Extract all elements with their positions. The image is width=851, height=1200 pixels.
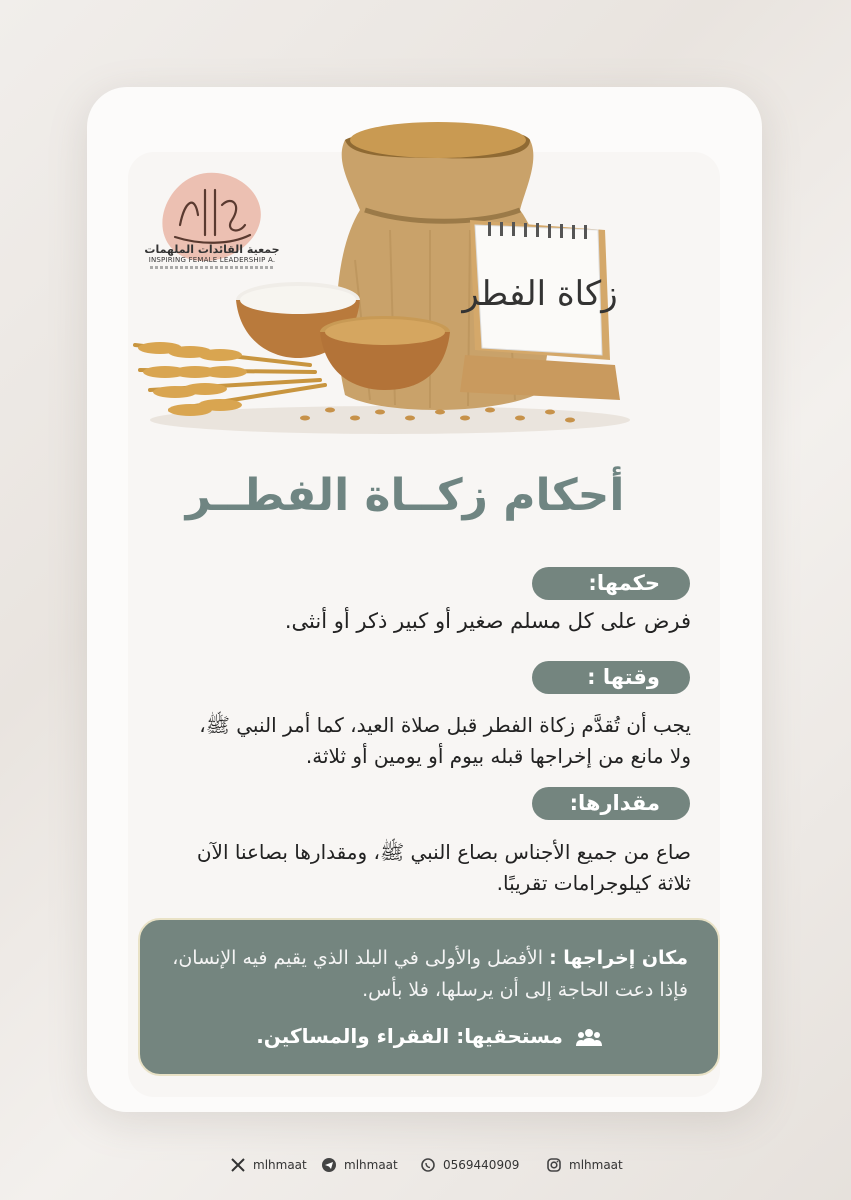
logo-tagline-decoration [150, 266, 275, 269]
telegram-handle: mlhmaat [344, 1158, 398, 1172]
section-label-ruling: حكمها: [532, 567, 690, 600]
logo-name-ar: جمعية القائدات الملهمات [144, 243, 280, 256]
section-label-time: وقتها : [532, 661, 690, 694]
x-handle: mlhmaat [253, 1158, 307, 1172]
people-icon [576, 1028, 602, 1048]
logo-name-en: INSPIRING FEMALE LEADERSHIP A. [148, 256, 276, 264]
footer-instagram[interactable] [547, 1153, 623, 1177]
footer-x[interactable] [231, 1153, 307, 1177]
calendar-text: زكاة الفطر [462, 274, 618, 314]
section-text-time: يجب أن تُقدَّم زكاة الفطر قبل صلاة العيد، كما أمر النبي ﷺ، ولا مانع من إخراجها قبله بيوم أو يومين أو ثلاثة. [199, 713, 691, 768]
instagram-icon [547, 1158, 561, 1172]
footer-whatsapp[interactable] [421, 1153, 519, 1177]
place-paragraph [158, 942, 688, 1006]
info-box [138, 918, 720, 1076]
telegram-icon [322, 1158, 336, 1172]
place-label: مكان إخراجها : [549, 947, 688, 969]
page-title: أحكام زكــاة الفطــر [185, 470, 625, 521]
instagram-handle: mlhmaat [569, 1158, 623, 1172]
section-text-amount: صاع من جميع الأجناس بصاع النبي ﷺ، ومقدارها بصاعنا الآن ثلاثة كيلوجرامات تقريبًا. [196, 840, 691, 895]
zakat-illustration [130, 100, 650, 445]
section-text-ruling: فرض على كل مسلم صغير أو كبير ذكر أو أنثى. [284, 609, 691, 633]
place-text: الأفضل والأولى في البلد الذي يقيم فيه الإنسان، فإذا دعت الحاجة إلى أن يرسلها، فلا بأس. [172, 947, 688, 1001]
recipients-text: مستحقيها: الفقراء والمساكين. [256, 1024, 563, 1048]
section-label-amount: مقدارها: [532, 787, 690, 820]
footer-telegram[interactable] [322, 1153, 398, 1177]
whatsapp-number: 0569440909 [443, 1158, 520, 1172]
x-icon [231, 1158, 245, 1172]
recipients-line [140, 1024, 718, 1048]
footer-contacts [0, 1153, 851, 1177]
whatsapp-icon [421, 1158, 435, 1172]
